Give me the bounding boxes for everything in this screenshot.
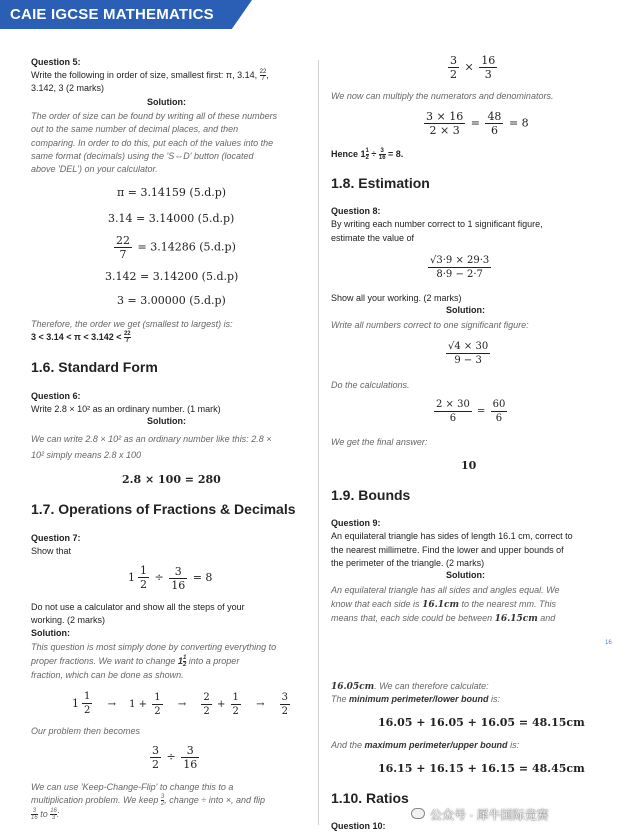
q7-instr-1: Do not use a calculator and show all the steps of your [31,602,245,612]
q8-solution-label: Solution: [446,305,485,315]
q9-prompt-2: the nearest millimetre. Find the lower and upper bounds of [331,545,564,555]
q8-estimate-expression: $\frac{√3\cdot 9 \times 29\cdot 3}{8\cdot 9 - 2\cdot 7}$ [430,255,490,280]
q7-label: Question 7: [31,533,81,543]
q6-prompt: Write 2.8 × 10² as an ordinary number. (1 mark) [31,404,221,414]
heading-bounds: 1.9. Bounds [331,487,411,503]
q7-solution-label: Solution: [31,628,70,638]
q5-eq-314: 3.14 = 3.14000 (5.d.p) [108,212,235,225]
q8-step-2: $\frac{2 \times 30}{6}$ = $\frac{60}{6}$ [436,399,506,424]
q5-solution-label: Solution: [147,97,186,107]
header-title: CAIE IGCSE MATHEMATICS [10,6,214,23]
q9-explain-2: know that each side is 16.1cm to the nearest mm. This [331,599,557,610]
q7-equation: 1 $\frac{1}{2}$ ÷ $\frac{3}{16}$ = 8 [128,564,213,592]
r-multiply-eq: $\frac{3 \times 16}{2 \times 3}$ = $\frac{48}{6}$ = 8 [426,110,529,137]
q7-kcf-1: We can use 'Keep-Change-Flip' to change this to a [31,782,234,792]
q7-becomes-eq: $\frac{3}{2}$ ÷ $\frac{3}{16}$ [152,744,198,771]
q5-therefore: Therefore, the order we get (smallest to largest) is: [31,319,233,329]
watermark: 公众号 · 犀牛国际竞赛 [430,808,549,822]
heading-estimation: 1.8. Estimation [331,175,430,191]
q9-label: Question 9: [331,518,381,528]
q5-eq-pi: π = 3.14159 (5.d.p) [117,186,227,199]
r-multiply-text: We now can multiply the numerators and denominators. [331,91,554,101]
q9-max-label: And the maximum perimeter/upper bound is: [331,740,520,750]
q8-show: Show all your working. (2 marks) [331,293,462,303]
q6-explain-2: 10² simply means 2.8 x 100 [31,450,142,460]
q5-explain-5: above 'DEL') on your calculator. [31,164,158,174]
q8-answer: 10 [461,459,477,472]
q9-explain-4: 16.05cm. We can therefore calculate: [331,681,489,692]
heading-standard-form: 1.6. Standard Form [31,359,158,375]
q6-solution-label: Solution: [147,416,186,426]
q7-becomes: Our problem then becomes [31,726,141,736]
q5-label: Question 5: [31,57,81,67]
q6-label: Question 6: [31,391,81,401]
q7-explain-2: proper fractions. We want to change 1 $\frac{1}{2}$ into a proper [31,655,240,669]
q5-eq-227: $\frac{22}{7}$ = 3.14286 (5.d.p) [116,234,236,261]
q7-conversion-chain: 1 $\frac{1}{2}$ → 1 + $\frac{1}{2}$ → $\frac{2}{2}$ + $\frac{1}{2}$ → $\frac{3}{2}$ [72,691,289,717]
q9-min-eq: 16.05 + 16.05 + 16.05 = 48.15cm [378,716,585,729]
q8-prompt-2: estimate the value of [331,233,415,243]
q5-eq-3: 3 = 3.00000 (5.d.p) [117,294,226,307]
q5-explain-3: comparing. In order to do this, put each of the values into the [31,138,274,148]
q8-step-1: $\frac{√4 \times 30}{9 - 3}$ [448,341,489,366]
q5-prompt-line2: 3.142, 3 (2 marks) [31,83,105,93]
heading-fractions-decimals: 1.7. Operations of Fractions & Decimals [31,501,296,517]
q8-write: Write all numbers correct to one significant figure: [331,320,529,330]
q7-explain-1: This question is most simply done by converting everything to [31,642,277,652]
q5-explain-4: same format (decimals) using the 'S⇔D' button (located [31,151,254,161]
page-number: 16 [605,640,612,646]
r-kcf-result: $\frac{3}{2}$ × $\frac{16}{3}$ [450,54,496,81]
q7-prompt: Show that [31,546,72,556]
wechat-icon [411,808,425,819]
q6-result: 2.8 × 100 = 280 [122,473,221,486]
q8-final: We get the final answer: [331,437,428,447]
q5-explain-1: The order of size can be found by writing all of these numbers [31,111,278,121]
q8-calc: Do the calculations. [331,380,410,390]
q9-min-label: The minimum perimeter/lower bound is: [331,694,501,704]
q8-label: Question 8: [331,206,381,216]
q5-prompt: Write the following in order of size, smallest first: π, 3.14, $\frac{22}{7}$ , [31,69,269,83]
q5-order: 3 < 3.14 < π < 3.142 < $\frac{22}{7}$ [31,331,131,345]
q7-explain-3: fraction, which can be done as shown. [31,670,184,680]
q9-prompt-3: the perimeter of the triangle. (2 marks) [331,558,485,568]
q5-explain-2: out to the same number of decimal places, and then [31,124,239,134]
q9-max-eq: 16.15 + 16.15 + 16.15 = 48.45cm [378,762,585,775]
q9-prompt-1: An equilateral triangle has sides of length 16.1 cm, correct to [331,531,573,541]
q7-kcf-2: multiplication problem. We keep $\frac{3}{2}$ , change ÷ into ×, and flip [31,794,266,808]
q10-label: Question 10: [331,821,386,831]
heading-ratios: 1.10. Ratios [331,790,409,806]
q8-prompt-1: By writing each number correct to 1 significant figure, [331,219,543,229]
q6-explain-1: We can write 2.8 × 10² as an ordinary number like this: 2.8 × [31,434,272,444]
q9-solution-label: Solution: [446,570,485,580]
q9-explain-3: means that, each side could be between 16.15cm and [331,613,556,624]
q9-explain-1: An equilateral triangle has all sides and angles equal. We [331,585,560,595]
column-divider [318,60,319,825]
q5-eq-3142: 3.142 = 3.14200 (5.d.p) [105,270,239,283]
q7-instr-2: working. (2 marks) [31,615,106,625]
q7-kcf-3: $\frac{3}{16}$ to $\frac{16}{3}$ : [31,808,60,822]
r-hence: Hence 1 $\frac{1}{2}$ ÷ $\frac{3}{16}$ = 8. [331,148,404,162]
